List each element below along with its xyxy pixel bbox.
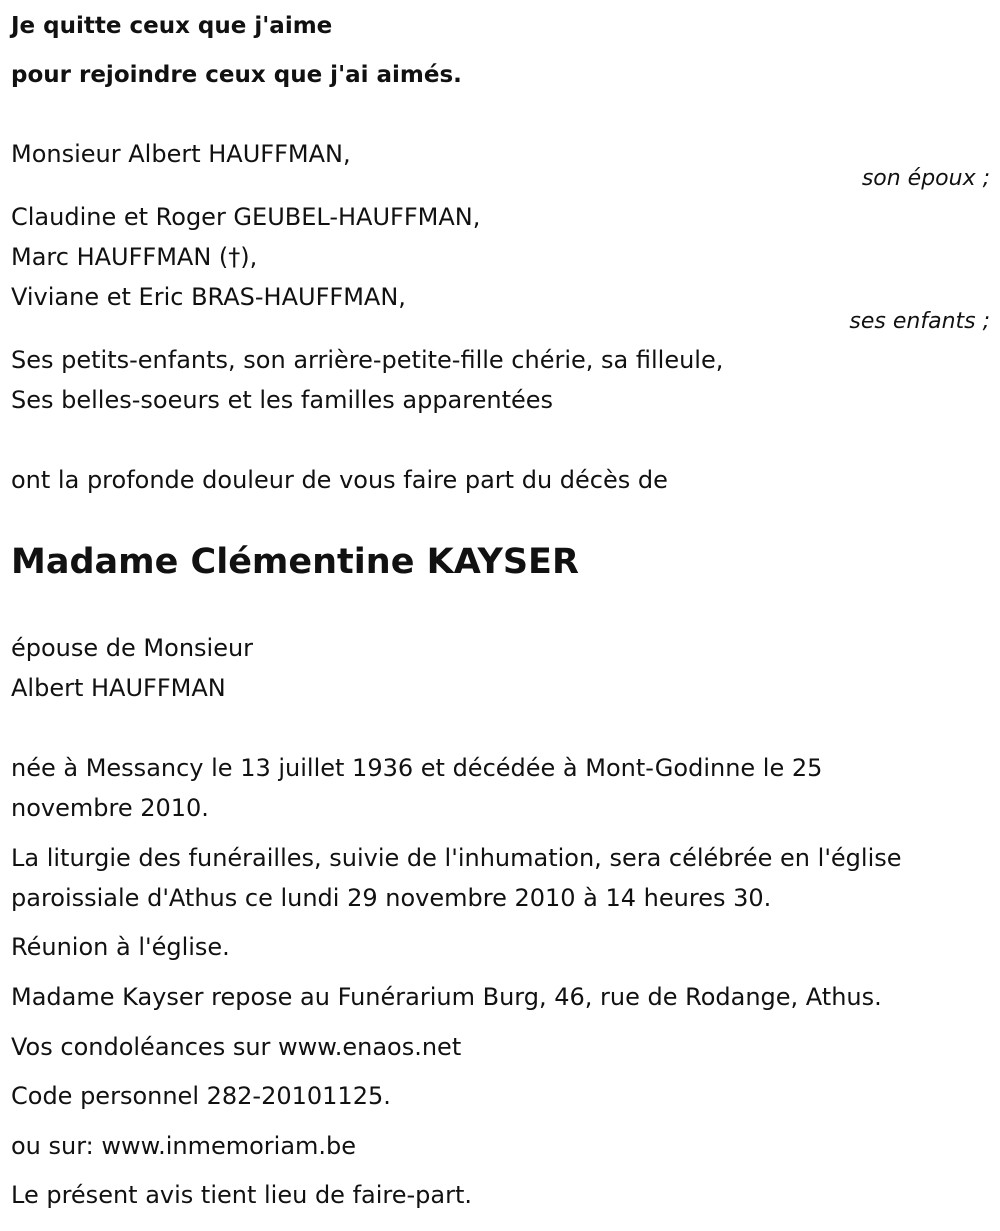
liturgy-line-1: La liturgie des funérailles, suivie de l'inhumation, sera célébrée en l'église [11,844,902,872]
children-role: ses enfants ; [849,309,990,334]
spouse-name: Monsieur Albert HAUFFMAN, [11,140,351,168]
liturgy-line-2: paroissiale d'Athus ce lundi 29 novembre 2010 à 14 heures 30. [11,884,772,912]
memorial-site-text: ou sur: www.inmemoriam.be [11,1132,357,1160]
child-name-1: Claudine et Roger GEUBEL-HAUFFMAN, [11,203,481,231]
spouse-of-line-1: épouse de Monsieur [11,634,254,662]
meeting-text: Réunion à l'église. [11,933,230,961]
birth-death-line-1: née à Messancy le 13 juillet 1936 et décédée à Mont-Godinne le 25 [11,754,823,782]
child-name-2: Marc HAUFFMAN (†), [11,243,258,271]
announcement-text: ont la profonde douleur de vous faire part du décès de [11,466,668,494]
spouse-role: son époux ; [861,166,990,191]
family-line-1: Ses petits-enfants, son arrière-petite-fille chérie, sa filleule, [11,346,724,374]
personal-code-text: Code personnel 282-20101125. [11,1082,391,1110]
rest-text: Madame Kayser repose au Funérarium Burg, 46, rue de Rodange, Athus. [11,983,882,1011]
epigraph-line-2: pour rejoindre ceux que j'ai aimés. [11,62,462,88]
spouse-of-line-2: Albert HAUFFMAN [11,674,226,702]
deceased-name: Madame Clémentine KAYSER [11,542,579,582]
epigraph-line-1: Je quitte ceux que j'aime [11,13,333,39]
notice-text: Le présent avis tient lieu de faire-part. [11,1181,473,1209]
birth-death-line-2: novembre 2010. [11,794,209,822]
family-line-2: Ses belles-soeurs et les familles apparentées [11,386,554,414]
condolences-text: Vos condoléances sur www.enaos.net [11,1033,462,1061]
child-name-3: Viviane et Eric BRAS-HAUFFMAN, [11,283,406,311]
